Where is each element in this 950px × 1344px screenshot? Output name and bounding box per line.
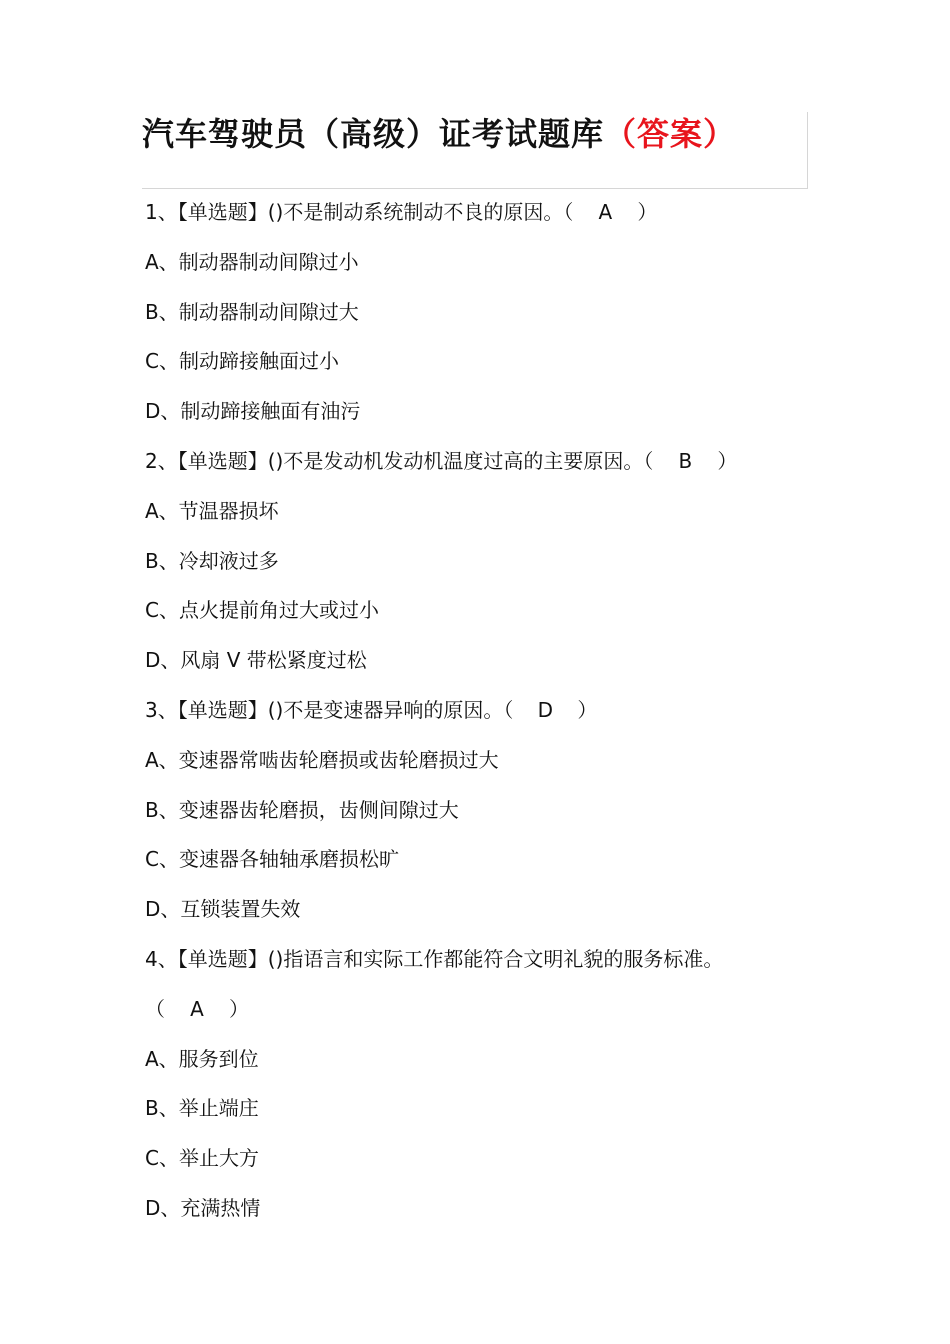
option-item: A、制动器制动间隙过小 [145,249,359,274]
page-title [142,114,736,154]
option-item: A、变速器常啮齿轮磨损或齿轮磨损过大 [145,747,499,772]
answer-letter: A [598,200,613,224]
option-item: B、制动器制动间隙过大 [145,299,359,324]
question-text: 4、【单选题】()指语言和实际工作都能符合文明礼貌的服务标准。 [145,946,724,971]
answer-close: ） [637,200,658,224]
option-item: B、举止端庄 [145,1096,259,1121]
title-answer-tag: （答案） [604,115,737,153]
title-box [142,112,808,189]
option-item: C、举止大方 [145,1146,259,1171]
question-list [145,193,825,1239]
question-text: 3、【单选题】()不是变速器异响的原因。（ [145,697,514,722]
answer-open: （ [145,996,165,1021]
answer-letter: A [190,996,204,1021]
option-item: D、充满热情 [145,1195,261,1220]
answer-close: ） [577,697,598,722]
answer-close: ） [229,996,249,1021]
question-stem-4 [145,940,825,990]
option-item: D、互锁装置失效 [145,897,301,922]
answer-letter: D [537,697,554,722]
answer-close: ） [717,448,738,473]
question-stem-3 [145,691,825,741]
option-item: B、冷却液过多 [145,548,279,573]
answer-letter: B [678,448,693,473]
question-text: 2、【单选题】()不是发动机发动机温度过高的主要原因。（ [145,448,654,473]
option-item: C、变速器各轴轴承磨损松旷 [145,847,399,872]
option-item: C、制动蹄接触面过小 [145,349,339,374]
option-item: D、制动蹄接触面有油污 [145,399,361,424]
question-stem-2 [145,442,825,492]
option-item: D、风扇 V 带松紧度过松 [145,648,367,673]
option-item: C、点火提前角过大或过小 [145,598,379,623]
question-stem-1 [145,193,825,243]
option-item: A、服务到位 [145,1046,259,1071]
question-text: 1、【单选题】()不是制动系统制动不良的原因。（ [145,200,574,224]
title-main: 汽车驾驶员（高级）证考试题库 [142,115,605,153]
option-item: A、节温器损坏 [145,498,279,523]
option-item: B、变速器齿轮磨损，齿侧间隙过大 [145,797,459,822]
answer-line-4 [145,990,825,1040]
